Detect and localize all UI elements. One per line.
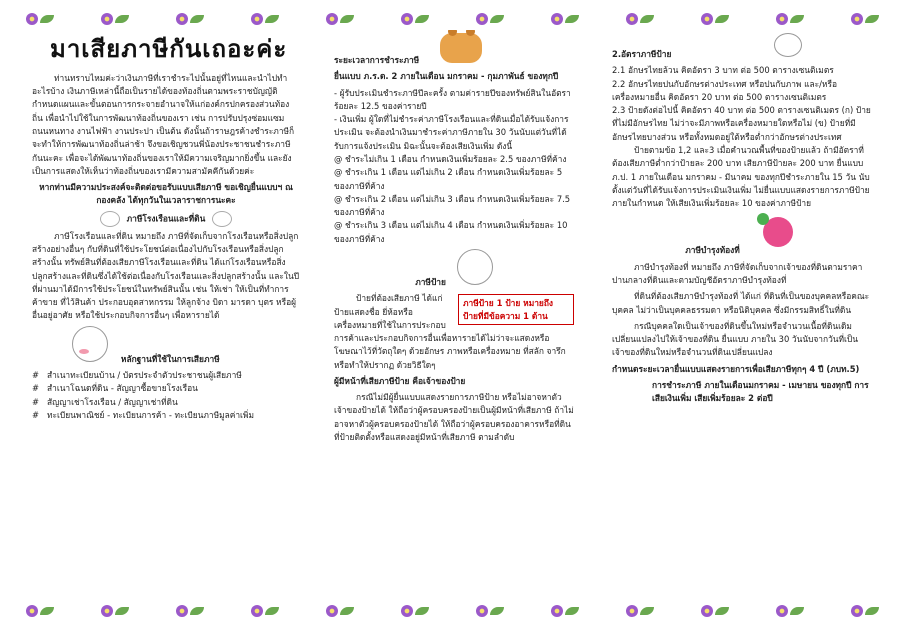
flower-icon [243, 11, 283, 27]
sign-definition-box: ภาษีป้าย 1 ป้าย หมายถึง ป้ายที่มีข้อความ 1 ด้าน [458, 294, 574, 325]
sign-tax-section [334, 292, 574, 372]
pay-time-text: การชำระภาษี ภายในเดือนมกราคม - เมษายน ของทุกปี การเสียเงินเพิ่ม เสียเพิ่มร้อยละ 2 ต่อปี [652, 379, 869, 404]
flower-icon [543, 11, 583, 27]
bottom-flower-border [0, 600, 900, 622]
flower-icon [618, 11, 658, 27]
flower-icon [468, 11, 508, 27]
flower-icon [393, 11, 433, 27]
every4-heading: กำหนดระยะเวลายื่นแบบแสดงรายการเพื่อเสียภาษีทุกๆ 4 ปี (ภบท.5) [612, 363, 860, 374]
list-item-text: สัญญาเช่าโรงเรือน / สัญญาเช่าที่ดิน [47, 396, 178, 407]
column-3 [612, 30, 874, 592]
rate-item: 2.3 ป้ายดังต่อไปนี้ คิดอัตรา 40 บาท ต่อ 500 ตารางเซนติเมตร (ก) ป้ายที่ไม่มีอักษรไทย ไม่ว่าจะมีภาพหรือเครื่องหมายใดหรือไม่ (ข) ป้ายที่มีอักษรไทยบางส่วน หรือทั้งหมดอยู่ใต้หรือต่ำกว่าอักษรต่างประเทศ [612, 105, 871, 142]
flower-icon [843, 11, 883, 27]
cat-sticker-icon [72, 326, 108, 362]
local-tax-heading-label: ภาษีบำรุงท้องที่ [685, 245, 740, 256]
section-heading-property-tax [32, 211, 300, 227]
list-item: # ทะเบียนพาณิชย์ - ทะเบียนการค้า - ทะเบียนภาษีมูลค่าเพิ่ม [32, 409, 254, 420]
flower-icon [18, 603, 58, 619]
top-flower-border [0, 8, 900, 30]
flower-icon [768, 11, 808, 27]
sign-tax-heading-label: ภาษีป้าย [415, 276, 446, 287]
flower-icon [618, 603, 658, 619]
payer-heading: ผู้มีหน้าที่เสียภาษีป้าย คือเจ้าของป้าย [334, 375, 466, 386]
flower-icon [18, 11, 58, 27]
column-1 [32, 30, 300, 592]
flower-icon [693, 11, 733, 27]
flower-icon [768, 603, 808, 619]
flower-icon [318, 603, 358, 619]
bear-sticker-icon [440, 33, 482, 63]
flower-icon [543, 603, 583, 619]
flower-icon [843, 603, 883, 619]
flower-icon [468, 603, 508, 619]
docs-list [32, 369, 300, 422]
late-item: @ ชำระเกิน 3 เดือน แต่ไม่เกิน 4 เดือน กำหนดเงินเพิ่มร้อยละ 10 ของภาษีที่ค้าง [334, 220, 568, 244]
flower-icon [393, 603, 433, 619]
property-tax-paragraph: ภาษีโรงเรือนและที่ดิน หมายถึง ภาษีที่จัดเก็บจากโรงเรือนหรือสิ่งปลูกสร้างอย่างอื่นๆ กับที่ดินที่ใช้ประโยชน์ต่อเนื่องไปกับโรงเรือนหรือสิ่งปลูกสร้างนั้น ทรัพย์สินที่ต้องเสียภาษีโรงเรือนและที่ดิน ได้แก่โรงเรือนหรือสิ่งปลูกสร้างและที่ดินซึ่งได้ใช้ต่อเนื่องกับโรงเรือนและสิ่งปลูกสร้างนั้น และในปีที่ผ่านมาได้มีการใช้ประโยชน์ในทรัพย์สินนั้น เช่น ให้เช่า ให้เป็นที่ทำการค้าขาย ที่ไว้สินค้า ประกอบอุตสาหกรรม ให้ลูกจ้าง บิดา มารดา บุตร หรือผู้อื่นอยู่อาศัย หรือใช้ประกอบกิจการอื่นๆ เพื่อหารายได้ [32, 230, 300, 321]
late-item: @ ชำระเกิน 2 เดือน แต่ไม่เกิน 3 เดือน กำหนดเงินเพิ่มร้อยละ 7.5 ของภาษีที่ค้าง [334, 193, 571, 218]
list-item-text: ทะเบียนพาณิชย์ - ทะเบียนการค้า - ทะเบียนภาษีมูลค่าเพิ่ม [47, 409, 254, 420]
local-payer-paragraph: ที่ดินที่ต้องเสียภาษีบำรุงท้องที่ ได้แก่ ที่ดินที่เป็นของบุคคลหรือคณะบุคคล ไม่ว่าเป็นบุคคลธรรมดา หรือนิติบุคคล ซึ่งมีกรรมสิทธิ์ในที่ดิน [612, 291, 870, 315]
docs-heading-label: หลักฐานที่ใช้ในการเสียภาษี [120, 353, 220, 364]
rate-heading-label: 2.อัตราภาษีป้าย [612, 49, 672, 59]
local-tax-paragraph: ภาษีบำรุงท้องที่ หมายถึง ภาษีที่จัดเก็บจากเจ้าของที่ดินตามราคาปานกลางที่ดินและตามบัญชีอัตราภาษีบำรุงท้องที่ [612, 261, 863, 285]
flower-icon [93, 11, 133, 27]
rate-heading [612, 33, 874, 61]
list-item: # สำเนาทะเบียนบ้าน / บัตรประจำตัวประชาชนผู้เสียภาษี [32, 369, 242, 380]
list-item: # สำเนาโฉนดที่ดิน - สัญญาซื้อขายโรงเรือน [32, 383, 198, 394]
payer-paragraph: กรณีไม่มีผู้ยื่นแบบแสดงรายการภาษีป้าย หรือไม่อาจหาตัวเจ้าของป้ายได้ ให้ถือว่าผู้ครอบครองป้ายเป็นผู้มีหน้าที่เสียภาษี ถ้าไม่อาจหาตัวผู้ครอบครองป้ายได้ ให้ถือว่าผู้ครอบครองอาคารหรือที่ดินที่ป้ายติดตั้งหรือแสดงอยู่มีหน้าที่เสียภาษี ตามลำดับ [334, 392, 574, 443]
sign-tax-paragraph: ป้ายที่ต้องเสียภาษี ได้แก่ ป้ายแสดงชื่อ ยี่ห้อหรือเครื่องหมายที่ใช้ในการประกอบการค้าและประกอบกิจการอื่นเพื่อหารายได้ไม่ว่าจะแสดงหรือโฆษณาไว้ที่วัตถุใดๆ ด้วยอักษร ภาพหรือเครื่องหมาย ที่สลัก จารึก หรือทำให้ปรากฏ ด้วยวิธีใดๆ [334, 293, 566, 370]
rate-note: ป้ายตามข้อ 1,2 และ3 เมื่อคำนวณพื้นที่ของป้ายแล้ว ถ้ามีอัตราที่ต้องเสียภาษีต่ำกว่าป้ายละ 200 บาท เสียภาษีป้ายละ 200 บาท ยื่นแบบ ภ.ป. 1 ภายในเดือน มกราคม - มีนาคม ของทุกปีชำระภายใน 15 วัน นับตั้งแต่วันที่ได้รับแจ้งการประเมินเงินเพิ่ม ไม่ยื่นแบบแสดงรายการภาษีป้ายภายในกำหนด ให้เสียเงินเพิ่มร้อยละ 10 ของค่าภาษีป้าย [612, 144, 870, 209]
pay-intro: - ผู้รับประเมินชำระภาษีปีละครั้ง ตามค่ารายปีของทรัพย์สินในอัตราร้อยละ 12.5 ของค่ารายปี [334, 87, 571, 111]
late-item: @ ชำระไม่เกิน 1 เดือน กำหนดเงินเพิ่มร้อยละ 2.5 ของภาษีที่ค้าง [334, 153, 567, 164]
emoji-icon [212, 211, 232, 227]
local-tax-heading [612, 213, 874, 257]
column-2 [334, 30, 574, 592]
list-item: # สัญญาเช่าโรงเรือน / สัญญาเช่าที่ดิน [32, 396, 178, 407]
rate-item: 2.2 อักษรไทยปนกับอักษรต่างประเทศ หรือปนกับภาพ และ/หรือเครื่องหมายอื่น คิดอัตรา 20 บาท ต่อ 500 ตารางเซนติเมตร [612, 78, 837, 102]
emoji-icon [100, 211, 120, 227]
heart-bunny-sticker-icon [757, 213, 801, 253]
sign-tax-heading [334, 249, 574, 289]
late-item: @ ชำระเกิน 1 เดือน แต่ไม่เกิน 2 เดือน กำหนดเงินเพิ่มร้อยละ 5 ของภาษีที่ค้าง [334, 167, 563, 191]
local-change-paragraph: กรณีบุคคลใดเป็นเจ้าของที่ดินขึ้นใหม่หรือจำนวนเนื้อที่ดินเดิมเปลี่ยนแปลงไปให้เจ้าของที่ดิน ยื่นแบบ ภายใน 30 วันนับจากวันที่เป็นเจ้าของที่ดินใหม่หรือจำนวนที่ดินเปลี่ยนแปลง [612, 320, 858, 358]
bunny-sticker-icon [774, 33, 802, 57]
late-intro: - เงินเพิ่ม ผู้ใดที่ไม่ชำระค่าภาษีโรงเรือนและที่ดินเมื่อได้รับแจ้งการประเมิน จะต้องนำเงินมาชำระค่าภาษีภายใน 30 วันนับแต่วันที่ได้รับการแจ้งประเมิน มิฉะนั้นจะต้องเสียเงินเพิ่ม ดังนี้ [334, 114, 569, 151]
character-sticker-icon [457, 249, 493, 285]
flower-icon [318, 11, 358, 27]
flower-icon [168, 11, 208, 27]
page-title: มาเสียภาษีกันเถอะค่ะ [50, 34, 288, 63]
docs-heading [72, 326, 300, 366]
period-heading [334, 33, 574, 67]
list-item-text: สำเนาทะเบียนบ้าน / บัตรประจำตัวประชาชนผู้เสียภาษี [47, 369, 242, 380]
flower-icon [693, 603, 733, 619]
flower-icon [93, 603, 133, 619]
filing-text: ยื่นแบบ ภ.ร.ด. 2 ภายในเดือน มกราคม - กุมภาพันธ์ ของทุกปี [334, 71, 559, 82]
section-heading-label: ภาษีโรงเรือนและที่ดิน [126, 213, 206, 224]
rate-item: 2.1 อักษรไทยล้วน คิดอัตรา 3 บาท ต่อ 500 ตารางเซนติเมตร [612, 65, 834, 76]
list-item-text: สำเนาโฉนดที่ดิน - สัญญาซื้อขายโรงเรือน [47, 383, 198, 394]
intro-paragraph: ท่านทราบไหมค่ะว่าเงินภาษีที่เราชำระไปนั้นอยู่ที่ไหนและนำไปทำอะไรบ้าง เงินภาษีเหล่านี้ถือเป็นรายได้ของท้องถิ่นตามพระราชบัญญัติกำหนดแผนและขั้นตอนการกระจายอำนาจให้แก่องค์กรปกครองส่วนท้องถิ่น เพื่อนำไปใช้ในการพัฒนาท้องถิ่นของเรา เช่น การปรับปรุงซ่อมแซมถนนหนทาง งานไฟฟ้า งานประปา เป็นต้น ดังนั้นถ้าราษฎรค้างชำระภาษีก็จะทำให้การพัฒนาท้องถิ่นล่าช้า จึงขอเชิญชวนพี่น้องประชาชนชำระภาษีกันนะคะ เพื่อจะได้พัฒนาท้องถิ่นของเราให้มีความเจริญมากยิ่งขึ้น และยังเป็นการแสดงให้เห็นว่าท้องถิ่นของเรามีความสามัคคีกันด้วยค่ะ [32, 72, 295, 176]
flower-icon [168, 603, 208, 619]
invite-text: หากท่านมีความประสงค์จะติดต่อขอรับแบบเสียภาษี ขอเชิญยื่นแบบฯ ณ กองคลัง ได้ทุกวันในเวลาราชการนะคะ [39, 182, 293, 206]
flower-icon [243, 603, 283, 619]
period-heading-label: ระยะเวลาการชำระภาษี [334, 55, 420, 65]
